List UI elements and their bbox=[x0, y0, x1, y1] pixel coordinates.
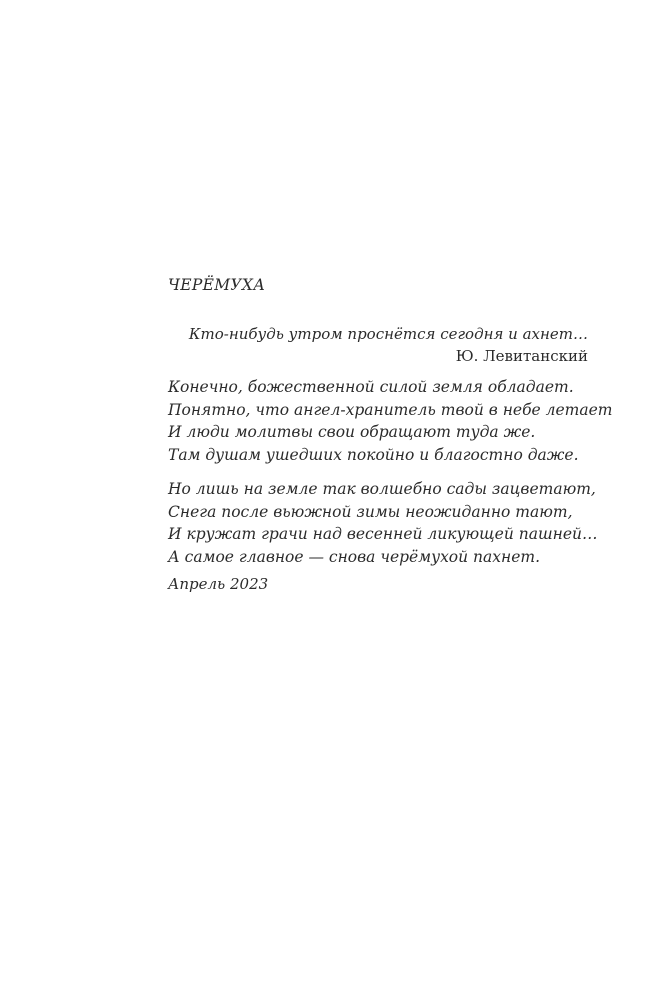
poem-line: Там душам ушедших покойно и благостно даже. bbox=[168, 445, 579, 464]
poem-line: И люди молитвы свои обращают туда же. bbox=[168, 423, 536, 441]
poem-title: ЧЕРЁМУХА bbox=[168, 276, 266, 294]
poem-line: Снега после вьюжной зимы неожиданно тают, bbox=[168, 502, 573, 521]
epigraph-quote: Кто-нибудь утром проснётся сегодня и ахнет… bbox=[188, 325, 588, 343]
stanza-2 bbox=[168, 478, 598, 568]
poem-line: Но лишь на земле так волшебно сады зацветают, bbox=[168, 480, 596, 498]
poem-date: Апрель 2023 bbox=[168, 575, 269, 593]
epigraph bbox=[168, 323, 588, 367]
poem-line: И кружат грачи над весенней ликующей пашней… bbox=[168, 525, 598, 543]
poem-line: Понятно, что ангел-хранитель твой в небе летает bbox=[168, 400, 613, 419]
poem-line: Конечно, божественной силой земля обладает. bbox=[168, 378, 574, 396]
poem-line: А самое главное — снова черёмухой пахнет. bbox=[168, 547, 541, 566]
epigraph-author: Ю. Левитанский bbox=[455, 347, 588, 365]
stanza-1 bbox=[168, 376, 612, 466]
